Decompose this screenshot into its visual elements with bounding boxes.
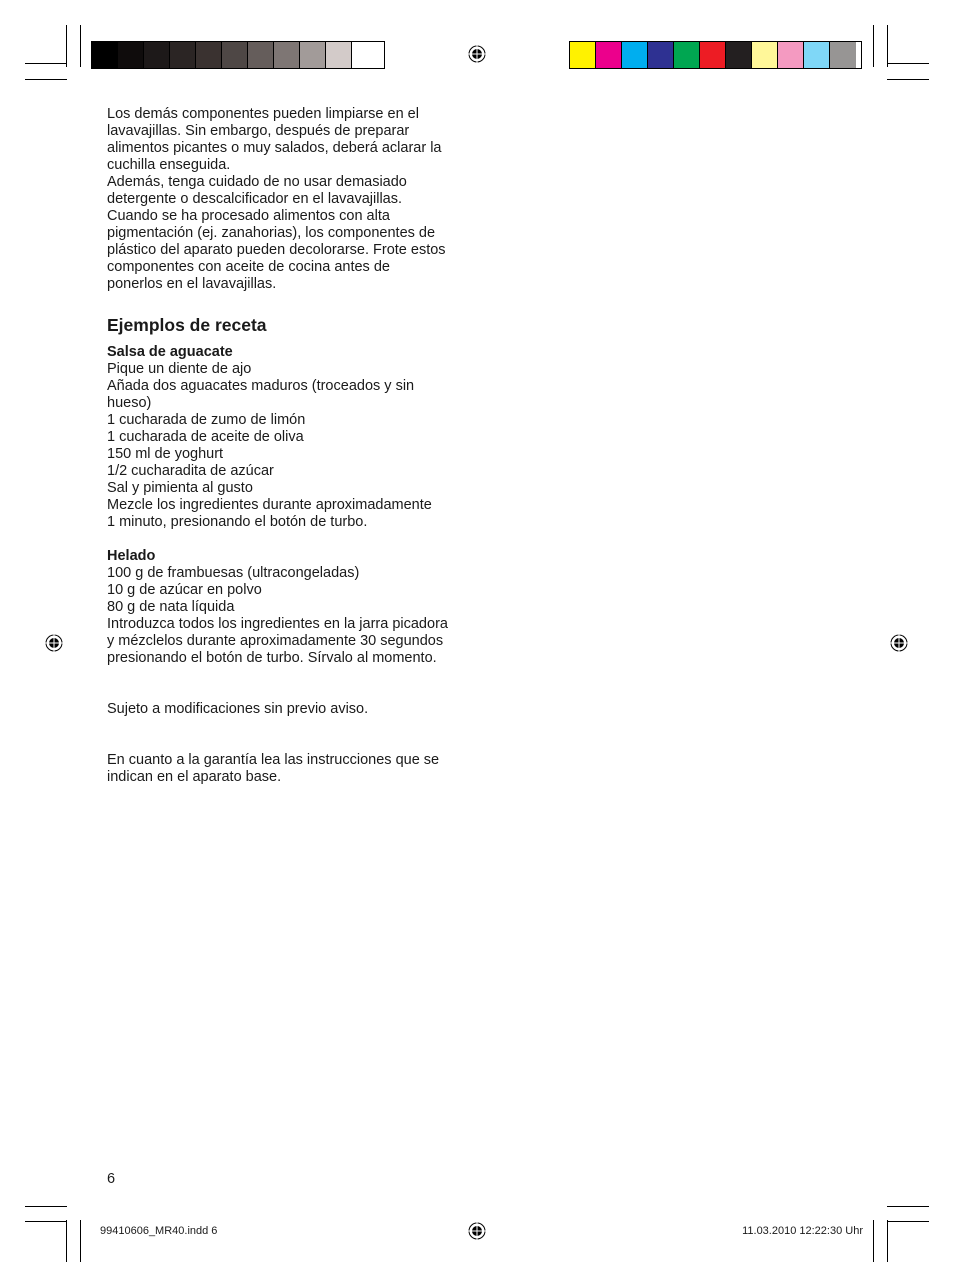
- text-line: Cuando se ha procesado alimentos con alta: [107, 208, 390, 224]
- color-swatch: [222, 42, 248, 68]
- text-line: hueso): [107, 395, 152, 411]
- color-swatch: [830, 42, 856, 68]
- color-swatch: [778, 42, 804, 68]
- footer-file-info: 99410606_MR40.indd 6: [100, 1225, 218, 1237]
- crop-mark: [873, 25, 874, 67]
- grayscale-bar: [91, 41, 385, 69]
- color-swatch: [622, 42, 648, 68]
- text-line: 1/2 cucharadita de azúcar: [107, 463, 274, 479]
- crop-mark: [25, 1206, 67, 1207]
- color-swatch: [144, 42, 170, 68]
- crop-mark: [25, 79, 67, 80]
- recipe-salsa: [107, 344, 477, 531]
- color-swatch: [596, 42, 622, 68]
- notice-text: Sujeto a modificaciones sin previo aviso.: [107, 701, 369, 717]
- color-swatch: [248, 42, 274, 68]
- color-swatch: [804, 42, 830, 68]
- registration-mark-icon: [468, 45, 486, 63]
- crop-mark: [887, 1206, 929, 1207]
- color-swatch: [118, 42, 144, 68]
- text-line: y mézclelos durante aproximadamente 30 segundos: [107, 633, 444, 649]
- text-line: cuchilla enseguida.: [107, 157, 231, 173]
- color-swatch: [352, 42, 378, 68]
- text-line: Además, tenga cuidado de no usar demasiado: [107, 174, 407, 190]
- text-line: 1 cucharada de zumo de limón: [107, 412, 306, 428]
- intro-paragraph: [107, 106, 477, 293]
- warranty-paragraph: [107, 752, 477, 786]
- text-line: presionando el botón de turbo. Sírvalo al momento.: [107, 650, 437, 666]
- text-line: Introduzca todos los ingredientes en la jarra picadora: [107, 616, 448, 632]
- crop-mark: [887, 25, 888, 67]
- color-swatch: [674, 42, 700, 68]
- color-swatch: [752, 42, 778, 68]
- notice-paragraph: [107, 701, 477, 718]
- section-heading: Ejemplos de receta: [107, 315, 267, 335]
- registration-mark-icon: [468, 1222, 486, 1240]
- text-line: 150 ml de yoghurt: [107, 446, 224, 462]
- text-line: detergente o descalcificador en el lavavajillas.: [107, 191, 403, 207]
- color-swatch: [726, 42, 752, 68]
- text-line: 1 minuto, presionando el botón de turbo.: [107, 514, 368, 530]
- registration-mark-icon: [890, 634, 908, 652]
- color-swatch: [648, 42, 674, 68]
- text-line: 80 g de nata líquida: [107, 599, 235, 615]
- color-swatch: [700, 42, 726, 68]
- text-line: ponerlos en el lavavajillas.: [107, 276, 277, 292]
- recipes-section: [107, 315, 477, 335]
- text-line: 100 g de frambuesas (ultracongeladas): [107, 565, 360, 581]
- recipe-title: Helado: [107, 548, 156, 564]
- crop-mark: [887, 79, 929, 80]
- text-line: Añada dos aguacates maduros (troceados y sin: [107, 378, 415, 394]
- text-line: Pique un diente de ajo: [107, 361, 252, 377]
- crop-mark: [25, 63, 67, 64]
- text-line: 1 cucharada de aceite de oliva: [107, 429, 304, 445]
- recipe-helado: [107, 548, 477, 667]
- recipe-title: Salsa de aguacate: [107, 344, 233, 360]
- crop-mark: [887, 1221, 929, 1222]
- crop-mark: [887, 1220, 888, 1262]
- color-swatch: [196, 42, 222, 68]
- text-line: lavavajillas. Sin embargo, después de preparar: [107, 123, 410, 139]
- text-line: Sal y pimienta al gusto: [107, 480, 253, 496]
- text-line: Los demás componentes pueden limpiarse en el: [107, 106, 419, 122]
- color-swatch: [326, 42, 352, 68]
- text-line: plástico del aparato pueden decolorarse. Frote estos: [107, 242, 446, 258]
- text-line: indican en el aparato base.: [107, 769, 282, 785]
- text-line: componentes con aceite de cocina antes de: [107, 259, 390, 275]
- footer-timestamp: 11.03.2010 12:22:30 Uhr: [742, 1225, 863, 1237]
- text-line: pigmentación (ej. zanahorias), los componentes de: [107, 225, 436, 241]
- crop-mark: [80, 25, 81, 67]
- crop-mark: [25, 1221, 67, 1222]
- page-number: 6: [107, 1171, 116, 1187]
- registration-mark-icon: [45, 634, 63, 652]
- text-line: Mezcle los ingredientes durante aproximadamente: [107, 497, 432, 513]
- color-swatch: [92, 42, 118, 68]
- crop-mark: [873, 1220, 874, 1262]
- crop-mark: [66, 25, 67, 67]
- crop-mark: [887, 63, 929, 64]
- color-swatch: [274, 42, 300, 68]
- color-swatch: [300, 42, 326, 68]
- text-line: En cuanto a la garantía lea las instrucciones que se: [107, 752, 440, 768]
- crop-mark: [80, 1220, 81, 1262]
- color-swatch: [170, 42, 196, 68]
- crop-mark: [66, 1220, 67, 1262]
- text-line: 10 g de azúcar en polvo: [107, 582, 262, 598]
- text-line: alimentos picantes o muy salados, deberá aclarar la: [107, 140, 442, 156]
- color-bar: [569, 41, 862, 69]
- color-swatch: [570, 42, 596, 68]
